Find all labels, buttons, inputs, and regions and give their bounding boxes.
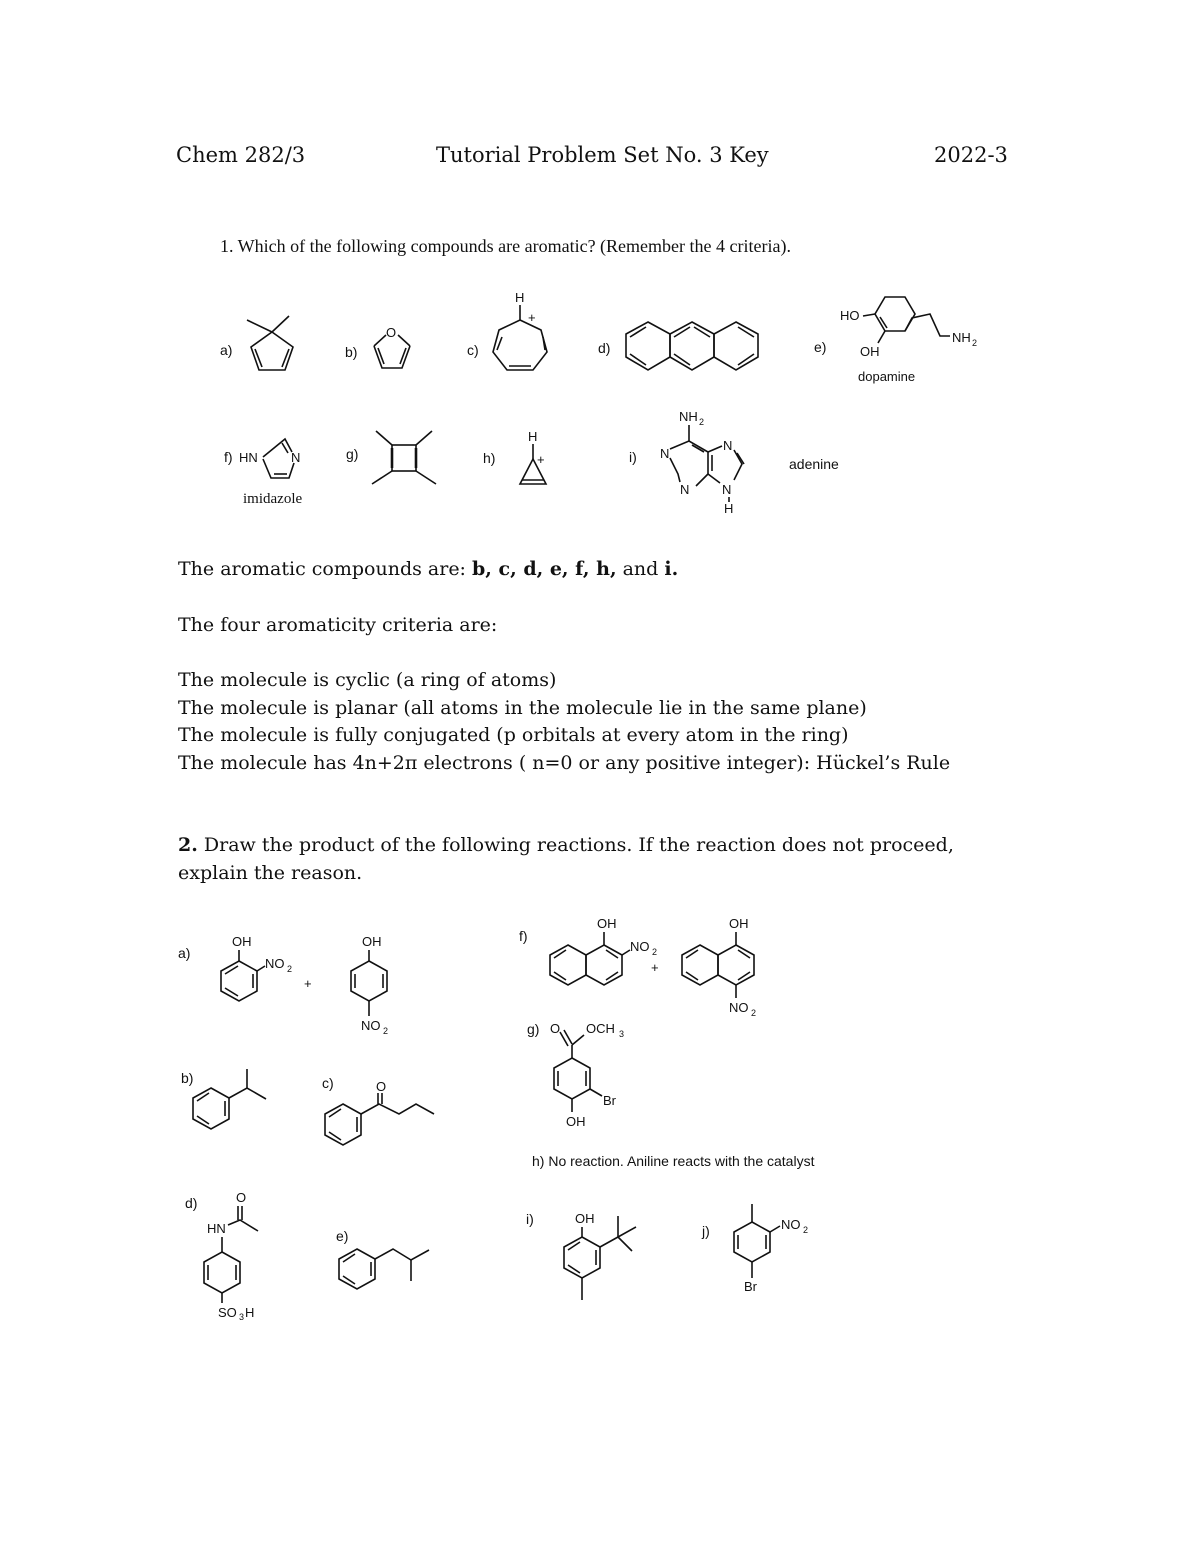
q2-label-f: f) xyxy=(519,928,528,944)
q2-structure-b xyxy=(181,1069,266,1129)
q2-h-answer: h) No reaction. Aniline reacts with the catalyst xyxy=(532,1153,815,1169)
q1-b-oxygen: O xyxy=(386,325,397,340)
q2-f-nitro-1: NO xyxy=(630,939,650,954)
q1-i-amine: NH xyxy=(679,409,698,424)
q1-e-hydroxyl-2: OH xyxy=(860,344,880,359)
q1-i-n7: N xyxy=(723,438,733,453)
q2-label-b: b) xyxy=(181,1070,194,1086)
q2-label-i: i) xyxy=(526,1211,534,1227)
q1-label-a: a) xyxy=(220,342,233,358)
q1-f-nitrogen: N xyxy=(291,450,301,465)
q1-structure-c xyxy=(467,290,547,370)
q2-a-nitro-1: NO xyxy=(265,956,285,971)
q1-label-d: d) xyxy=(598,340,611,356)
q2-j-nitro: NO xyxy=(781,1217,801,1232)
q1-structure-b xyxy=(345,325,410,368)
q1-structure-h xyxy=(483,429,546,484)
document-title: Tutorial Problem Set No. 3 Key xyxy=(436,143,769,167)
q1-f-nh: HN xyxy=(239,450,258,465)
q1-structure-d xyxy=(598,322,758,370)
q1-structure-f xyxy=(224,439,302,507)
q1-name-imidazole: imidazole xyxy=(243,491,303,507)
q2-i-hydroxyl: OH xyxy=(575,1211,595,1226)
q1-c-hydrogen: H xyxy=(515,290,525,305)
q2-structure-a xyxy=(178,934,388,1036)
q1-structure-g xyxy=(346,431,436,484)
criteria-intro: The four aromaticity criteria are: xyxy=(178,614,498,636)
q1-answer: The aromatic compounds are: b, c, d, e, f, h, and i. xyxy=(178,558,679,580)
q2-c-oxygen: O xyxy=(376,1079,387,1094)
q2-label-j: j) xyxy=(702,1223,710,1239)
q1-label-h: h) xyxy=(483,450,496,466)
q1-i-n9-hydrogen: H xyxy=(724,501,734,516)
q2-label-g: g) xyxy=(527,1021,540,1037)
svg-text:3: 3 xyxy=(239,1312,245,1322)
q2-label-e: e) xyxy=(336,1228,349,1244)
q2-f-nitro-2: NO xyxy=(729,1000,749,1015)
q2-a-oh-2: OH xyxy=(362,934,382,949)
q1-e-hydroxyl-1: HO xyxy=(840,308,860,323)
q1-label-c: c) xyxy=(467,342,479,358)
q2-d-sulfonic: SO xyxy=(218,1305,237,1320)
criterion-4: The molecule has 4n+2π electrons ( n=0 or any positive integer): Hückel’s Rule xyxy=(178,752,951,774)
q1-label-f: f) xyxy=(224,449,233,465)
q1-h-charge: + xyxy=(537,452,545,467)
q1-label-e: e) xyxy=(814,339,827,355)
q2-g-bromine: Br xyxy=(603,1093,616,1108)
svg-text:2: 2 xyxy=(699,417,705,427)
q1-label-b: b) xyxy=(345,344,358,360)
q2-structure-f xyxy=(519,916,756,1018)
q1-name-dopamine: dopamine xyxy=(858,369,916,384)
svg-text:2: 2 xyxy=(751,1008,757,1018)
q2-structure-c xyxy=(322,1075,434,1145)
question-2-prompt-line2: explain the reason. xyxy=(178,862,363,884)
q2-a-oh-1: OH xyxy=(232,934,252,949)
svg-text:2: 2 xyxy=(652,947,658,957)
q1-structure-e xyxy=(814,297,977,384)
q2-j-bromine: Br xyxy=(744,1279,757,1294)
q2-g-methoxy: OCH xyxy=(586,1021,615,1036)
q1-answer-letters: b, c, d, e, f, h, xyxy=(472,558,617,580)
q2-f-oh-1: OH xyxy=(597,916,617,931)
course-code: Chem 282/3 xyxy=(176,143,306,167)
q2-label-c: c) xyxy=(322,1075,334,1091)
q1-answer-last: i. xyxy=(664,558,679,580)
q1-answer-prefix: The aromatic compounds are: xyxy=(178,558,472,580)
q2-structure-g xyxy=(527,1021,624,1129)
svg-text:2: 2 xyxy=(287,964,293,974)
term: 2022-3 xyxy=(934,143,1008,167)
criterion-3: The molecule is fully conjugated (p orbitals at every atom in the ring) xyxy=(178,724,849,746)
q2-label-d: d) xyxy=(185,1195,198,1211)
q1-i-n3: N xyxy=(680,482,690,497)
q1-e-amine: NH xyxy=(952,330,971,345)
q1-i-n9: N xyxy=(722,482,732,497)
question-2-number: 2. xyxy=(178,834,198,856)
q2-f-plus: + xyxy=(651,960,659,975)
criterion-2: The molecule is planar (all atoms in the molecule lie in the same plane) xyxy=(178,697,867,719)
svg-text:2: 2 xyxy=(383,1026,389,1036)
q2-f-oh-2: OH xyxy=(729,916,749,931)
svg-text:3: 3 xyxy=(619,1029,625,1039)
svg-text:2: 2 xyxy=(972,338,978,348)
q2-g-carbonyl-oxygen: O xyxy=(550,1021,561,1036)
q2-structure-e xyxy=(336,1228,429,1289)
q1-c-charge: + xyxy=(528,310,536,325)
q1-label-i: i) xyxy=(629,449,637,465)
q2-label-a: a) xyxy=(178,945,191,961)
q1-structure-a xyxy=(220,316,293,370)
q1-name-adenine: adenine xyxy=(789,456,839,472)
q2-d-nh: HN xyxy=(207,1221,226,1236)
q2-structure-i xyxy=(526,1211,636,1300)
q1-label-g: g) xyxy=(346,446,359,462)
svg-text:H: H xyxy=(245,1305,255,1320)
q2-d-oxygen: O xyxy=(236,1190,247,1205)
question-1-prompt: 1. Which of the following compounds are aromatic? (Remember the 4 criteria). xyxy=(220,236,791,256)
q2-structure-j xyxy=(701,1204,808,1294)
q1-h-hydrogen: H xyxy=(528,429,538,444)
q2-a-plus: + xyxy=(304,976,312,991)
q2-a-nitro-2: NO xyxy=(361,1018,381,1033)
q2-structure-d xyxy=(185,1190,258,1322)
q2-g-hydroxyl: OH xyxy=(566,1114,586,1129)
svg-text:2: 2 xyxy=(803,1225,809,1235)
question-2-prompt: 2. Draw the product of the following reactions. If the reaction does not proceed, xyxy=(178,834,954,856)
criterion-1: The molecule is cyclic (a ring of atoms) xyxy=(178,669,557,691)
q1-structure-i xyxy=(629,409,839,516)
q1-i-n1: N xyxy=(660,446,670,461)
